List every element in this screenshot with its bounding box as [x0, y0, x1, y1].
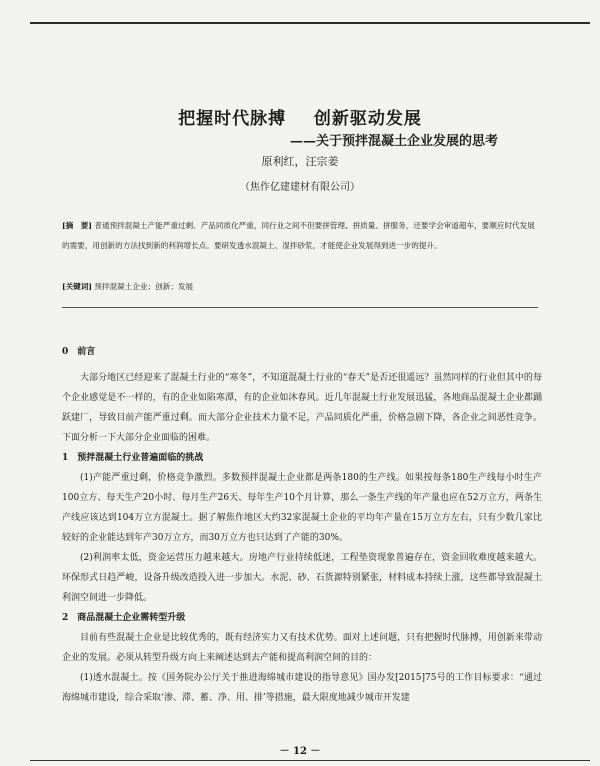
paragraph: 大部分地区已经迎来了混凝土行业的“寒冬”，不知道混凝土行业的“春天”是否还很遥远？虽然同样的行业但其中的每个企业感觉是不一样的，有的企业如陷寒潭，有的企业如沐春风。近几年混凝土行业发展迅猛，各地商品混凝土企业都踊跃建厂，导致目前产能严重过剩。而大部分企业技术力量不足，产品同质化严重，价格急剧下降，各企业之间恶性竞争。下面分析一下大部分企业面临的困难。 [62, 373, 542, 443]
article-title: 把握时代脉搏 创新驱动发展 [178, 109, 422, 129]
paragraph: (1)产能严重过剩，价格竞争激烈。多数预拌混凝土企业都是两条180的生产线。如果按每条180生产线每小时生产100立方、每天生产20小时、每月生产26天、每年生产10个月计算，那么一条生产线的年产量也应在52万立方，两条生产线应该达到104万立方混凝土。据了解焦作地区大约32家混凝土企业的平均年产量在15万立方左右，只有少数几家比较好的企业能达到年产30万立方，而30万立方也只达到了产能的30%。 [62, 473, 542, 543]
paragraph: 目前有些混凝土企业是比较优秀的，既有经济实力又有技术优势。面对上述问题，只有把握时代脉搏，用创新来带动企业的发展。必须从转型升级方向上来阐述达到去产能和提高利润空间的目的： [62, 633, 542, 663]
bottom-rule [30, 760, 590, 761]
authors: 原利红，汪宗姜 [261, 155, 339, 168]
affiliation: （焦作亿建建材有限公司） [240, 182, 360, 193]
section-heading-1: 1 预拌混凝土行业普遍面临的挑战 [62, 453, 204, 463]
paragraph: (2)利润率太低，资金运营压力越来越大。房地产行业持续低迷，工程垫资现象普遍存在，资金回收难度越来越大。环保形式日趋严峻，设备升级改造投入进一步加大。水泥、砂、石货源特别紧张，材料成本持续上涨，这些都导致混凝土利润空间进一步降低。 [62, 553, 542, 603]
abstract [62, 216, 542, 256]
top-rule [30, 22, 590, 24]
section-heading-2: 2 商品混凝土企业需转型升级 [62, 613, 186, 623]
abstract-label: [摘 要] [62, 221, 92, 230]
keywords-text: 预拌混凝土企业；创新；发展 [94, 282, 194, 291]
section-divider [62, 307, 538, 308]
section-heading-0: 0 前言 [62, 347, 96, 357]
keywords-label: [关键词] [62, 282, 92, 291]
paragraph: (1)透水混凝土。按《国务院办公厅关于推进海绵城市建设的指导意见》国办发[2015]75号的工作目标要求：“通过海绵城市建设，综合采取‘渗、滞、蓄、净、用、排’等措施，最大限度地减少城市开发建 [62, 673, 542, 703]
article-body [62, 342, 542, 708]
abstract-text: 普通预拌混凝土产能严重过剩、产品同质化严重，同行业之间不但要拼管理、拼质量、拼服务，还要学会审道超车，要顺应时代发展的需要，用创新的方法找到新的利润增长点。要研发透水混凝土、湿拌砂浆，才能使企业发展得到进一步的提升。 [62, 221, 535, 250]
keywords [62, 281, 542, 292]
article-subtitle: ——关于预拌混凝土企业发展的思考 [290, 134, 499, 149]
page-number: － 12 － [279, 746, 321, 757]
